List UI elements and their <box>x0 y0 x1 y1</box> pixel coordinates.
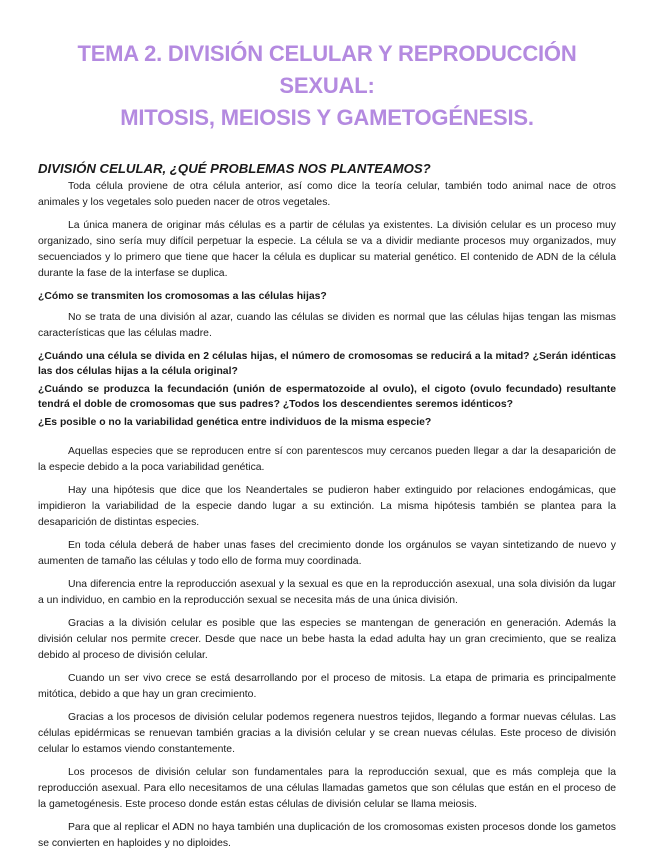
document-title <box>38 38 616 134</box>
body-paragraph: Gracias a los procesos de división celular podemos regenera nuestros tejidos, llegando a formar nuevas células. Las células epidérmicas se renuevan también gracias a la división celular y se crean nuevas células. Este proceso de división celular lo estamos viendo constantemente. <box>38 712 616 755</box>
body-paragraph: En toda célula deberá de haber unas fases del crecimiento donde los orgánulos se vayan sintetizando de nuevo y aumenten de tamaño las células y todo ello de forma muy coordinada. <box>38 540 616 567</box>
body-paragraph: Hay una hipótesis que dice que los Neandertales se pudieron haber extinguido por relaciones endogámicas, que impidieron la variabilidad de la especie dando lugar a su extinción. La misma hipótesis también se plantea para la desaparición de distintas especies. <box>38 485 616 528</box>
body-paragraph: Para que al replicar el ADN no haya también una duplicación de los cromosomas existen procesos donde los gametos se convierten en haploides y no diploides. <box>38 822 616 849</box>
body-paragraph: Una diferencia entre la reproducción asexual y la sexual es que en la reproducción asexual, una sola división da lugar a un individuo, en cambio en la reproducción sexual se necesita más de una única división. <box>38 579 616 606</box>
intro-paragraph: La única manera de originar más células es a partir de células ya existentes. La división celular es un proceso muy organizado, sino sería muy difícil perpetuar la especie. La célula se va a dividir mediante procesos muy organizados, muy secuenciados y lo primero que tiene que hacer la célula es duplicar su material genético. El contenido de ADN de la célula durante la fase de la interfase se duplica. <box>38 220 616 279</box>
intro-paragraph: Toda célula proviene de otra célula anterior, así como dice la teoría celular, también todo animal nace de otros animales y los vegetales solo pueden nacer de otros vegetales. <box>38 181 616 208</box>
title-line-2: MITOSIS, MEIOSIS Y GAMETOGÉNESIS. <box>120 105 534 130</box>
answer-paragraph: No se trata de una división al azar, cuando las células se dividen es normal que las células hijas tengan las mismas características que las células madre. <box>38 312 616 339</box>
document-page <box>38 38 616 859</box>
question-heading: ¿Cuándo se produzca la fecundación (unión de espermatozoide al ovulo), el cigoto (ovulo fecundado) resultante tendrá el doble de cromosomas que sus padres? ¿Todos los descendientes seremos idénticos? <box>38 384 616 410</box>
body-paragraph: Los procesos de división celular son fundamentales para la reproducción sexual, que es más compleja que la reproducción asexual. Para ello necesitamos de una células llamadas gametos que son células que están en el proceso de la gametogénesis. Este proceso donde están estas células de división celular se llama meiosis. <box>38 767 616 810</box>
question-heading: ¿Cómo se transmiten los cromosomas a las células hijas? <box>38 291 327 302</box>
question-heading: ¿Cuándo una célula se divida en 2 células hijas, el número de cromosomas se reducirá a la mitad? ¿Serán idénticas las dos células hijas a la célula original? <box>38 351 616 377</box>
body-paragraph: Cuando un ser vivo crece se está desarrollando por el proceso de mitosis. La etapa de primaria es principalmente mitótica, debido a que hay un gran crecimiento. <box>38 673 616 700</box>
body-paragraph: Gracias a la división celular es posible que las especies se mantengan de generación en generación. Además la división celular nos permite crecer. Desde que nace un bebe hasta la edad adulta hay un gran crecimiento, que se realiza debido al proceso de división celular. <box>38 618 616 661</box>
section-heading: DIVISIÓN CELULAR, ¿QUÉ PROBLEMAS NOS PLANTEAMOS? <box>38 161 431 176</box>
spacer <box>38 436 616 444</box>
title-line-1: TEMA 2. DIVISIÓN CELULAR Y REPRODUCCIÓN SEXUAL: <box>77 41 577 98</box>
body-paragraph: Aquellas especies que se reproducen entre sí con parentescos muy cercanos pueden llegar a dar la desaparición de la especie debido a la poca variabilidad genética. <box>38 446 616 473</box>
question-heading: ¿Es posible o no la variabilidad genética entre individuos de la misma especie? <box>38 417 432 428</box>
